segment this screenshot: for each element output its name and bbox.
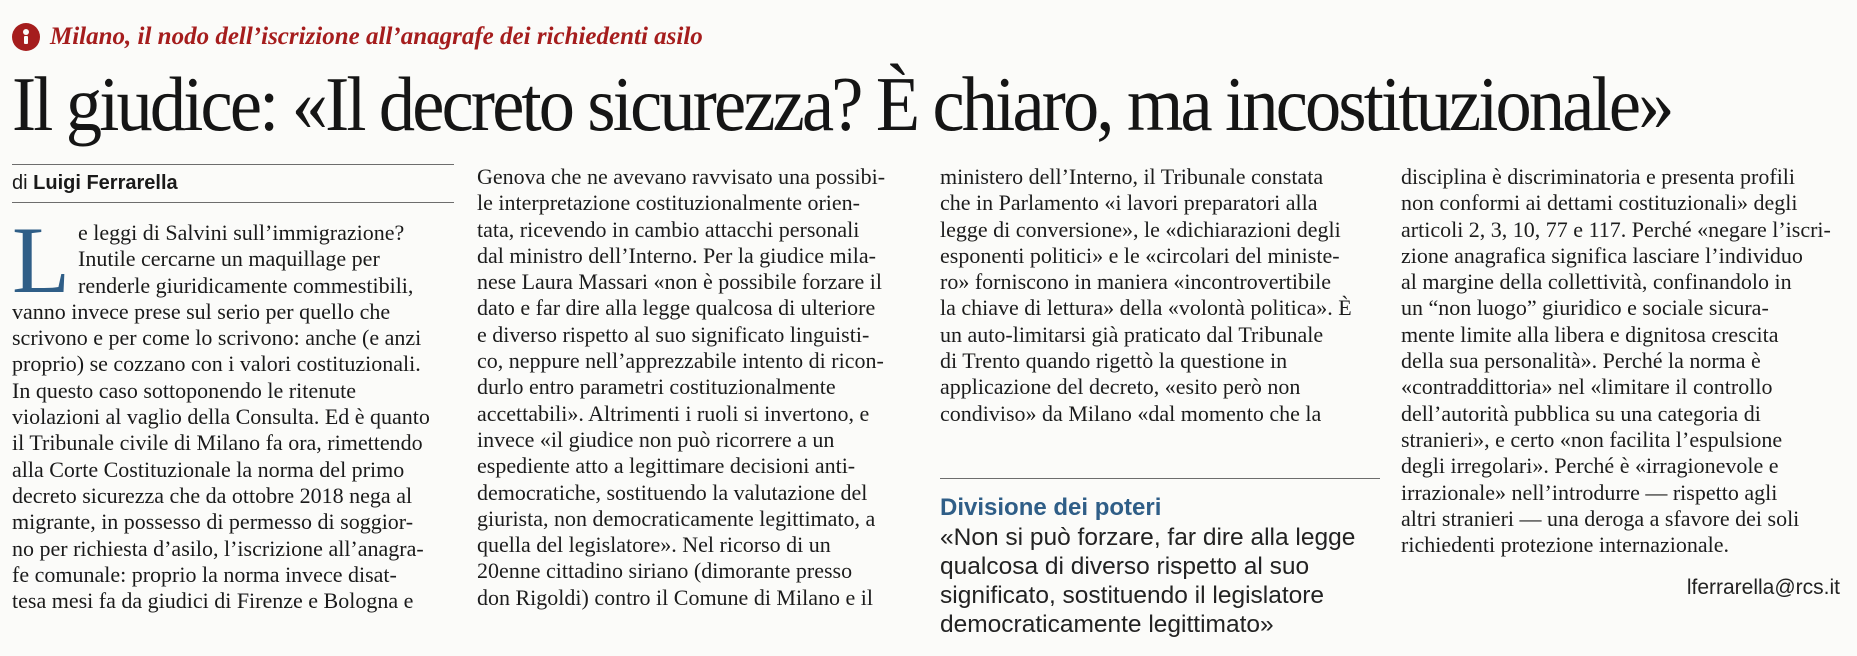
article-line: ro» forniscono in maniera «incontrovertibile xyxy=(940,269,1331,295)
article-line: della sua personalità». Perché la norma è xyxy=(1401,348,1761,374)
byline xyxy=(12,172,178,195)
article-line: le interpretazione costituzionalmente orien- xyxy=(477,190,861,216)
article-line: decreto sicurezza che da ottobre 2018 nega al xyxy=(12,482,413,508)
article-line: renderle giuridicamente commestibili, xyxy=(78,272,414,298)
pull-quote-title: Divisione dei poteri xyxy=(940,494,1162,521)
article-line: proprio) se cozzano con i valori costituzionali. xyxy=(12,351,421,377)
article-line: altri stranieri — una deroga a sfavore dei soli xyxy=(1401,505,1800,531)
article-line: articoli 2, 3, 10, 77 e 117. Perché «negare l’iscri- xyxy=(1401,216,1831,242)
byline-author: Luigi Ferrarella xyxy=(33,172,178,194)
article-line: zione anagrafica significa lasciare l’individuo xyxy=(1401,242,1803,268)
article-line: richiedenti protezione internazionale. xyxy=(1401,532,1730,558)
article-line: disciplina è discriminatoria e presenta profili xyxy=(1401,164,1796,189)
article-line: irrazionale» nell’introdurre — rispetto agli xyxy=(1401,479,1778,505)
article-line: e diverso rispetto al suo significato linguisti- xyxy=(477,321,870,347)
article-line: don Rigoldi) contro il Comune di Milano e il xyxy=(477,584,873,610)
kicker-text: Milano, il nodo dell’iscrizione all’anagrafe dei richiedenti asilo xyxy=(50,23,703,50)
article-line: condiviso» da Milano «dal momento che la xyxy=(940,400,1322,426)
headline: Il giudice: «Il decreto sicurezza? È chiaro, ma incostituzionale» xyxy=(12,61,1672,147)
article-line: legge di conversione», le «dichiarazioni degli xyxy=(940,216,1341,242)
article-line: la chiave di lettura» della «volontà politica». È xyxy=(940,295,1352,321)
pull-quote xyxy=(940,523,1380,639)
article-line: esponenti politici» e le «circolari del ministe- xyxy=(940,242,1340,268)
article-line: che in Parlamento «i lavori preparatori alla xyxy=(940,190,1318,216)
article-line: Genova che ne avevano ravvisato una possibi- xyxy=(477,164,886,189)
article-line: non conformi ai dettami costituzionali» degli xyxy=(1401,190,1798,216)
article-line: giurista, non democraticamente legittimato, a xyxy=(477,505,876,531)
article-line: vanno invece prese sul serio per quello che xyxy=(12,298,391,324)
article-line: «contraddittoria» nel «limitare il controllo xyxy=(1401,374,1773,400)
article-line: stranieri», e certo «non facilita l’espulsione xyxy=(1401,426,1783,452)
article-line: invece «il giudice non può ricorrere a un xyxy=(477,426,835,452)
article-line: violazioni al vaglio della Consulta. Ed è quanto xyxy=(12,404,430,430)
article-column-4 xyxy=(1401,164,1843,558)
article-line: dato e far dire alla legge qualcosa di ulteriore xyxy=(477,295,876,321)
article-line: di Trento quando rigettò la questione in xyxy=(940,348,1288,374)
article-line: un “non luogo” giuridico e sociale sicura- xyxy=(1401,295,1769,321)
info-pin-icon xyxy=(12,23,40,51)
article-line: nese Laura Massari «non è possibile forzare il xyxy=(477,269,883,295)
article-line: dal ministro dell’Interno. Per la giudice mila- xyxy=(477,242,876,268)
article-line: co, neppure nell’apprezzabile intento di ricon- xyxy=(477,348,884,374)
article-line: In questo caso sottoponendo le ritenute xyxy=(12,377,356,403)
kicker xyxy=(12,20,703,54)
pull-quote-line: democraticamente legittimato» xyxy=(940,611,1274,638)
article-line: accettabili». Altrimenti i ruoli si invertono, e xyxy=(477,400,870,426)
article-line: democratiche, sostituendo la valutazione del xyxy=(477,479,868,505)
article-column-2 xyxy=(477,164,919,611)
column-4-text xyxy=(1401,164,1843,558)
article-line: e leggi di Salvini sull’immigrazione? xyxy=(78,220,405,245)
column-2-text xyxy=(477,164,919,611)
article-column-1 xyxy=(12,207,454,614)
article-line: Inutile cercarne un maquillage per xyxy=(78,246,380,272)
article-line: ministero dell’Interno, il Tribunale constata xyxy=(940,164,1324,189)
article-line: scrivono e per come lo scrivono: anche (e anzi xyxy=(12,325,422,351)
byline-rule xyxy=(12,164,454,165)
article-line: durlo entro parametri costituzionalmente xyxy=(477,374,836,400)
pull-quote-line: significato, sostituendo il legislatore xyxy=(940,582,1325,609)
article-line: migrante, in possesso di permesso di soggior- xyxy=(12,509,414,535)
col3-section-rule xyxy=(940,478,1380,479)
article-line: tata, ricevendo in cambio attacchi personali xyxy=(477,216,860,242)
article-line: 20enne cittadino siriano (dimorante presso xyxy=(477,558,853,584)
drop-cap: L xyxy=(12,207,71,313)
article-line: no per richiesta d’asilo, l’iscrizione all’anagra- xyxy=(12,535,424,561)
pull-quote-line: «Non si può forzare, far dire alla legge xyxy=(940,524,1356,551)
article-line: alla Corte Costituzionale la norma del primo xyxy=(12,456,405,482)
byline-rule-bottom xyxy=(12,202,454,203)
article-line: degli irregolari». Perché è «irragionevole e xyxy=(1401,453,1779,479)
article-line: tesa mesi fa da giudici di Firenze e Bologna e xyxy=(12,588,414,614)
column-1-text xyxy=(12,207,454,614)
byline-prefix: di xyxy=(12,172,28,194)
pull-quote-line: qualcosa di diverso rispetto al suo xyxy=(940,553,1310,580)
article-line: al margine della collettività, confinandolo in xyxy=(1401,269,1792,295)
article-line: quella del legislatore». Nel ricorso di un xyxy=(477,532,831,558)
article-line: dell’autorità pubblica su una categoria di xyxy=(1401,400,1761,426)
article-line: fe comunale: proprio la norma invece disat- xyxy=(12,561,397,587)
column-3-text xyxy=(940,164,1382,427)
author-email: lferrarella@rcs.it xyxy=(1686,576,1840,599)
article-line: espediente atto a legittimare decisioni anti- xyxy=(477,453,856,479)
article-column-3 xyxy=(940,164,1382,427)
pull-quote-text xyxy=(940,523,1380,639)
article-line: un auto-limitarsi già praticato dal Tribunale xyxy=(940,321,1324,347)
article-line: il Tribunale civile di Milano fa ora, rimettendo xyxy=(12,430,423,456)
article-line: applicazione del decreto, «esito però non xyxy=(940,374,1301,400)
article-line: mente limite alla libera e dignitosa crescita xyxy=(1401,321,1779,347)
